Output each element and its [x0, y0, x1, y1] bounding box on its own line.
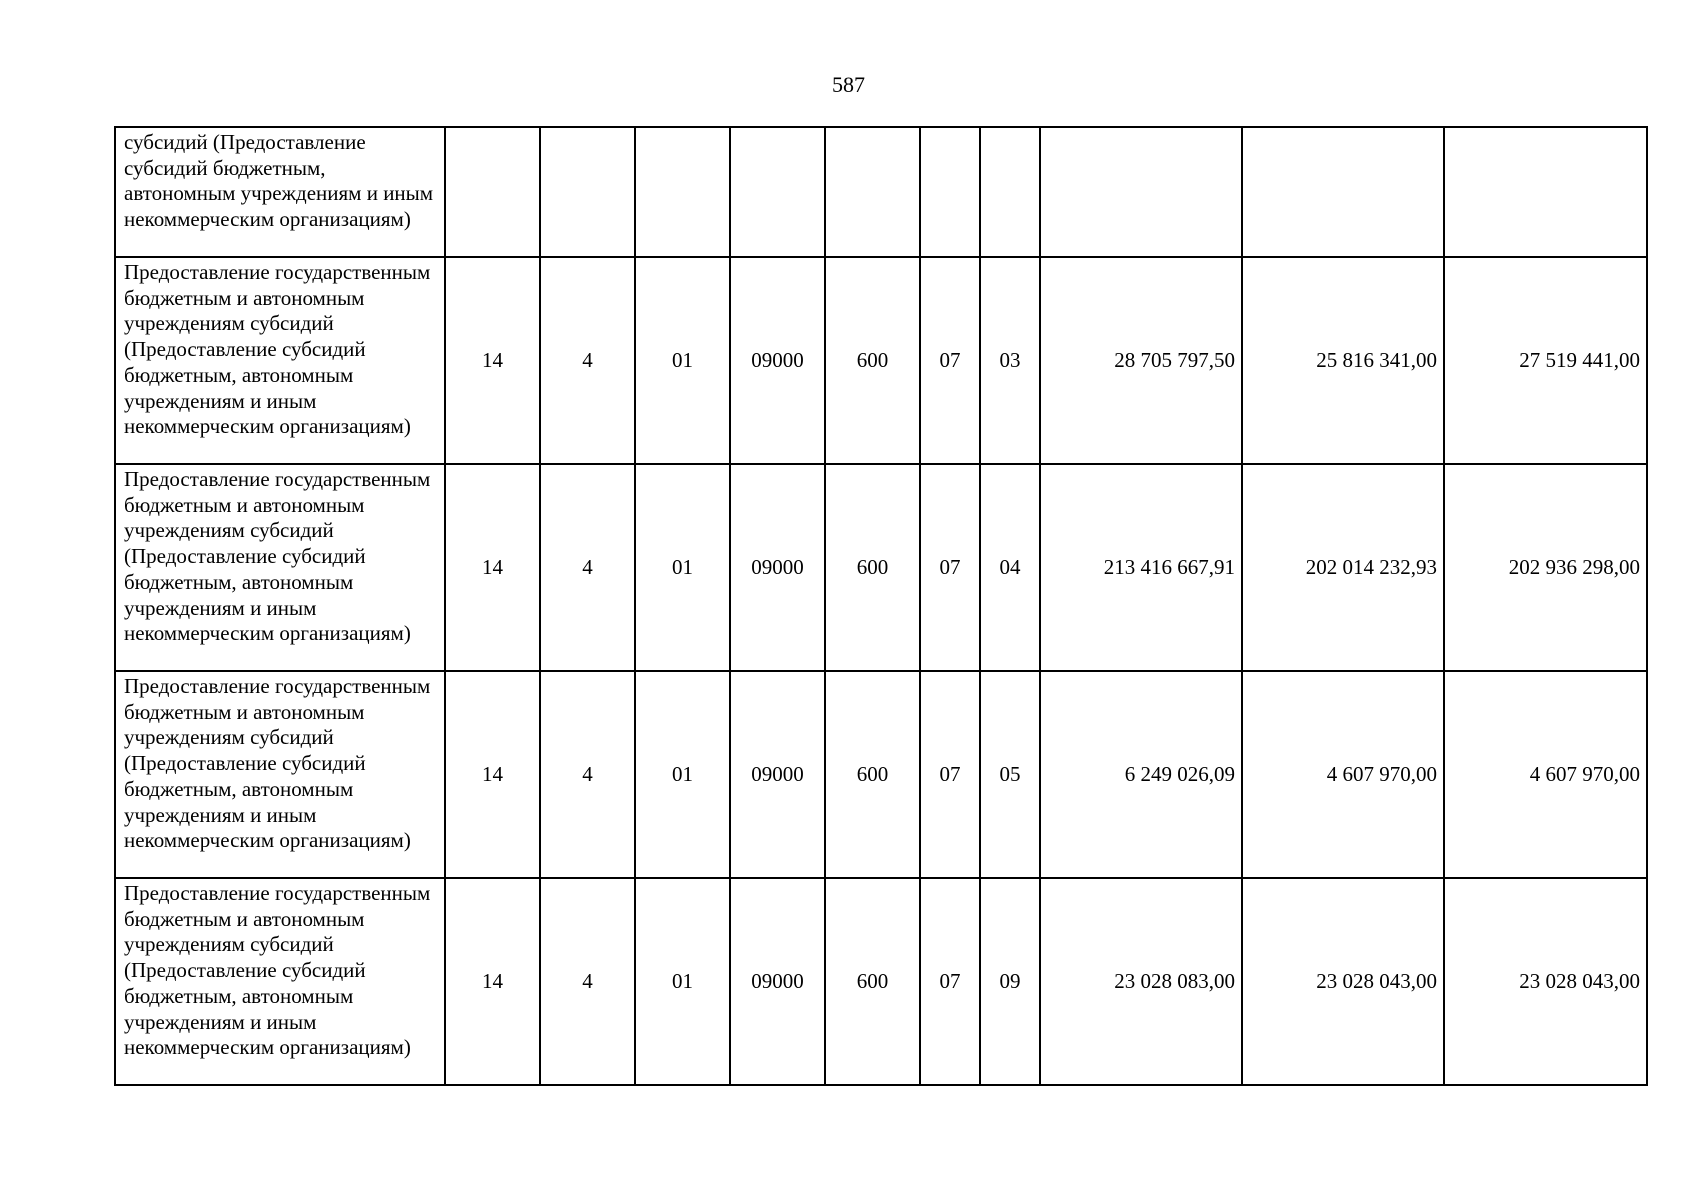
expense-type-cell: 600: [825, 878, 920, 1085]
program-code-cell: 14: [445, 671, 540, 878]
section-cell: 07: [920, 464, 980, 671]
expense-type-cell: 600: [825, 671, 920, 878]
table-row: [115, 127, 1647, 257]
amount-1-cell: 6 249 026,09: [1040, 671, 1242, 878]
page-number: 587: [832, 72, 865, 97]
expense-type-cell: 600: [825, 257, 920, 464]
event-code-cell: 01: [635, 257, 730, 464]
subsection-cell: 03: [980, 257, 1040, 464]
table-row: [115, 464, 1647, 671]
table-row: [115, 257, 1647, 464]
event-code-cell: 01: [635, 464, 730, 671]
amount-3-cell: 23 028 043,00: [1444, 878, 1647, 1085]
subprogram-code-cell: 4: [540, 671, 635, 878]
amount-2-cell: 202 014 232,93: [1242, 464, 1444, 671]
section-cell: 07: [920, 257, 980, 464]
table-row: [115, 671, 1647, 878]
program-code-cell: [445, 127, 540, 257]
direction-code-cell: 09000: [730, 878, 825, 1085]
direction-code-cell: [730, 127, 825, 257]
description-cell: Предоставление государственным бюджетным и автономным учреждениям субсидий (Предоставление субсидий бюджетным, автономным учреждениям и иным некоммерческим организациям): [115, 464, 445, 671]
amount-1-cell: 23 028 083,00: [1040, 878, 1242, 1085]
subsection-cell: 09: [980, 878, 1040, 1085]
amount-3-cell: 202 936 298,00: [1444, 464, 1647, 671]
section-cell: 07: [920, 671, 980, 878]
subsection-cell: 05: [980, 671, 1040, 878]
budget-table: [114, 126, 1648, 1086]
table-row: [115, 878, 1647, 1085]
program-code-cell: 14: [445, 464, 540, 671]
amount-1-cell: 28 705 797,50: [1040, 257, 1242, 464]
subsection-cell: [980, 127, 1040, 257]
expense-type-cell: 600: [825, 464, 920, 671]
amount-2-cell: 23 028 043,00: [1242, 878, 1444, 1085]
event-code-cell: 01: [635, 671, 730, 878]
subprogram-code-cell: [540, 127, 635, 257]
subprogram-code-cell: 4: [540, 878, 635, 1085]
description-cell: субсидий (Предоставление субсидий бюджетным, автономным учреждениям и иным некоммерческим организациям): [115, 127, 445, 257]
description-cell: Предоставление государственным бюджетным и автономным учреждениям субсидий (Предоставление субсидий бюджетным, автономным учреждениям и иным некоммерческим организациям): [115, 671, 445, 878]
subprogram-code-cell: 4: [540, 464, 635, 671]
amount-2-cell: [1242, 127, 1444, 257]
subprogram-code-cell: 4: [540, 257, 635, 464]
event-code-cell: 01: [635, 878, 730, 1085]
amount-3-cell: 4 607 970,00: [1444, 671, 1647, 878]
section-cell: [920, 127, 980, 257]
direction-code-cell: 09000: [730, 257, 825, 464]
program-code-cell: 14: [445, 878, 540, 1085]
direction-code-cell: 09000: [730, 464, 825, 671]
amount-1-cell: [1040, 127, 1242, 257]
section-cell: 07: [920, 878, 980, 1085]
program-code-cell: 14: [445, 257, 540, 464]
amount-3-cell: 27 519 441,00: [1444, 257, 1647, 464]
amount-1-cell: 213 416 667,91: [1040, 464, 1242, 671]
amount-2-cell: 25 816 341,00: [1242, 257, 1444, 464]
amount-3-cell: [1444, 127, 1647, 257]
direction-code-cell: 09000: [730, 671, 825, 878]
description-cell: Предоставление государственным бюджетным и автономным учреждениям субсидий (Предоставление субсидий бюджетным, автономным учреждениям и иным некоммерческим организациям): [115, 257, 445, 464]
event-code-cell: [635, 127, 730, 257]
description-cell: Предоставление государственным бюджетным и автономным учреждениям субсидий (Предоставление субсидий бюджетным, автономным учреждениям и иным некоммерческим организациям): [115, 878, 445, 1085]
subsection-cell: 04: [980, 464, 1040, 671]
expense-type-cell: [825, 127, 920, 257]
amount-2-cell: 4 607 970,00: [1242, 671, 1444, 878]
